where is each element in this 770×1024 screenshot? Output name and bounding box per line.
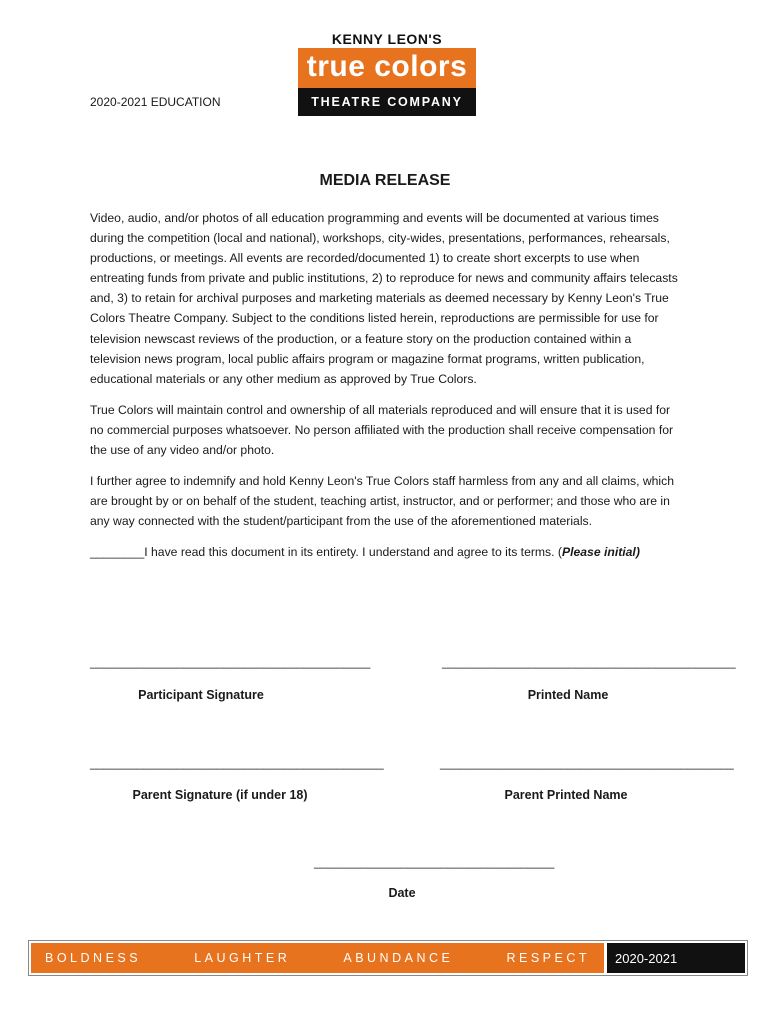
paragraph-ownership: True Colors will maintain control and ownership of all materials reproduced and will ensure that it is used for no commercial purposes whatsoever. No person affiliated with the production shall receive compensation for the use of any video and/or photo. <box>90 402 674 458</box>
value-abundance: ABUNDANCE <box>343 951 454 965</box>
release-body <box>90 208 684 574</box>
date-label: Date <box>388 886 416 900</box>
parent-signature-label: Parent Signature (if under 18) <box>132 788 308 802</box>
footer-year: 2020-2021 <box>607 943 745 973</box>
value-laughter: LAUGHTER <box>194 951 291 965</box>
parent-printed-name-label: Parent Printed Name <box>504 788 628 802</box>
printed-name-line[interactable]: ____________________________________________ <box>442 655 736 669</box>
logo-middle-text: true colors <box>298 48 476 88</box>
initial-text: I have read this document in its entirety. I understand and agree to its terms. ( <box>144 545 562 560</box>
paragraph-indemnify: I further agree to indemnify and hold Kenny Leon's True Colors staff harmless from any and all claims, which are brought by or on behalf of the student, teaching artist, instructor, and or performer; and those who are in any way connected with the student/participant from the use of the aforementioned materials. <box>90 474 675 529</box>
printed-name-label: Printed Name <box>527 688 609 702</box>
participant-signature-label: Participant Signature <box>138 688 264 702</box>
parent-printed-name-line[interactable]: ____________________________________________ <box>440 756 734 770</box>
logo-top-text: KENNY LEON'S <box>331 31 443 47</box>
parent-signature-line[interactable]: ____________________________________________ <box>90 756 384 770</box>
value-respect: RESPECT <box>506 951 590 965</box>
values-list <box>31 943 604 973</box>
participant-signature-line[interactable]: __________________________________________ <box>90 655 371 669</box>
paragraph-documentation: Video, audio, and/or photos of all education programming and events will be documented at various times during the competition (local and national), workshops, city-wides, presentations, performances, rehearsals, productions, or meetings. All events are recorded/documented 1) to create short excerpts to use when entreating funds from private and public institutions, 2) to reproduce for news and community affairs telecasts and, 3) to retain for archival purposes and marketing materials as deemed necessary by Kenny Leon's True Colors Theatre Company. Subject to the conditions listed herein, reproductions are permissible for use for television newscast reviews of the production, or a feature story on the production contained within a television news program, local public affairs program or magazine format programs, written publication, educational materials or any other medium as approved by True Colors. <box>90 211 678 386</box>
initial-agreement <box>90 542 684 562</box>
initial-blank[interactable]: ________ <box>90 545 145 560</box>
document-title: MEDIA RELEASE <box>319 172 451 189</box>
footer-values-banner <box>28 940 748 976</box>
date-line[interactable]: ____________________________________ <box>314 855 555 869</box>
true-colors-logo <box>298 30 476 116</box>
education-year-label: 2020-2021 EDUCATION <box>90 95 221 109</box>
logo-bottom-text: THEATRE COMPANY <box>298 88 476 116</box>
initial-emphasis: Please initial) <box>561 545 640 560</box>
value-boldness: BOLDNESS <box>45 951 142 965</box>
